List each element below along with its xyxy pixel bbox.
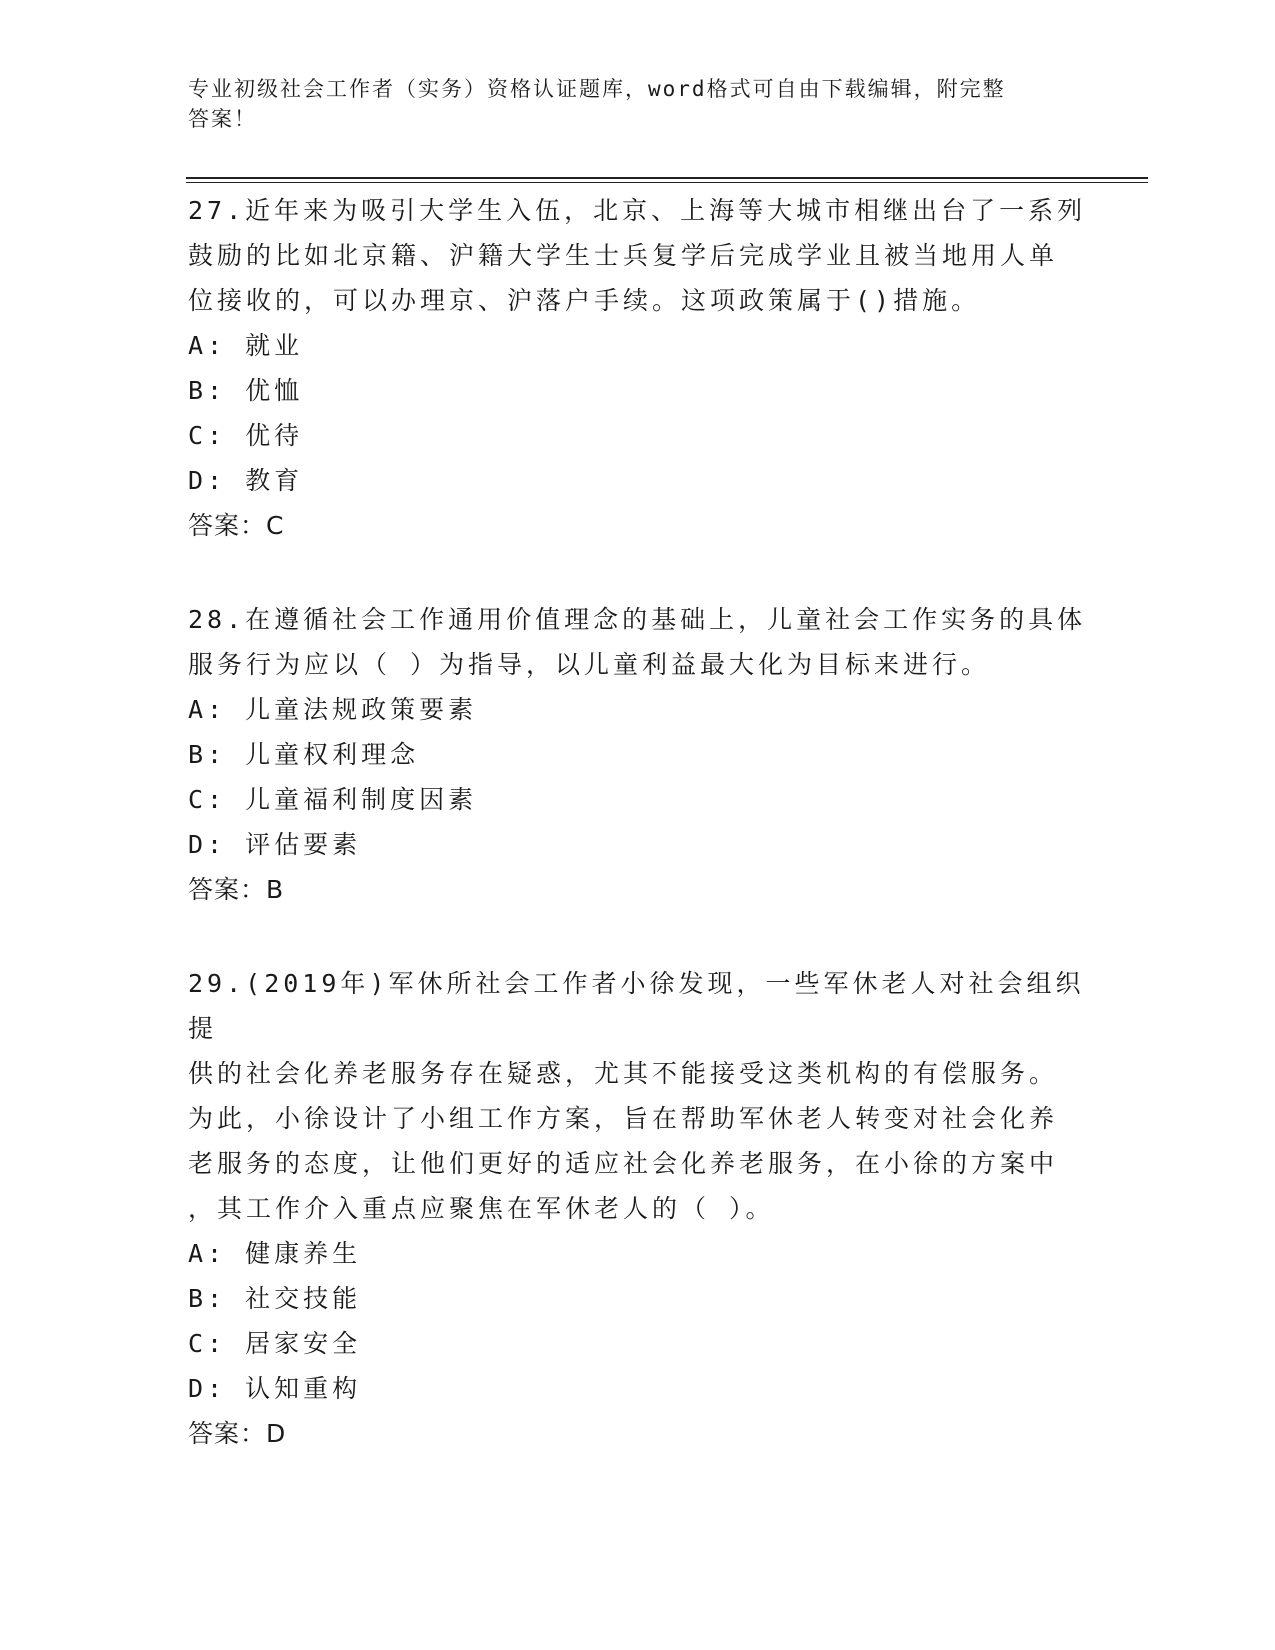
stem-line: 服务行为应以（ ）为指导，以儿童利益最大化为目标来进行。 <box>188 650 991 679</box>
answer-line: 答案：D <box>188 1419 287 1448</box>
answer-line: 答案：C <box>188 511 285 540</box>
option-a: A: 健康养生 <box>188 1239 362 1268</box>
option-d: D: 认知重构 <box>188 1374 362 1403</box>
option-d: D: 评估要素 <box>188 830 362 859</box>
header-title-line2: 答案！ <box>188 107 257 131</box>
option-b: B: 优恤 <box>188 376 304 405</box>
question-29 <box>188 961 1088 1456</box>
stem-line: 29.(2019年)军休所社会工作者小徐发现，一些军休老人对社会组织提 <box>188 969 1085 1043</box>
option-b: B: 社交技能 <box>188 1284 362 1313</box>
stem-line: 27.近年来为吸引大学生入伍，北京、上海等大城市相继出台了一系列 <box>188 196 1087 225</box>
stem-line: 老服务的态度，让他们更好的适应社会化养老服务，在小徐的方案中 <box>188 1149 1059 1178</box>
document-header <box>188 74 1068 134</box>
stem-line: 28.在遵循社会工作通用价值理念的基础上，儿童社会工作实务的具体 <box>188 605 1087 634</box>
header-divider-thick <box>186 177 1148 179</box>
stem-line: 供的社会化养老服务存在疑惑，尤其不能接受这类机构的有偿服务。 <box>188 1059 1059 1088</box>
stem-line: 位接收的，可以办理京、沪落户手续。这项政策属于()措施。 <box>188 286 981 315</box>
question-stem <box>188 188 1088 323</box>
question-28 <box>188 597 1088 912</box>
option-c: C: 居家安全 <box>188 1329 362 1358</box>
option-b: B: 儿童权利理念 <box>188 740 420 769</box>
option-d: D: 教育 <box>188 466 304 495</box>
stem-line: 为此，小徐设计了小组工作方案，旨在帮助军休老人转变对社会化养 <box>188 1104 1059 1133</box>
stem-line: 鼓励的比如北京籍、沪籍大学生士兵复学后完成学业且被当地用人单 <box>188 241 1059 270</box>
question-stem <box>188 961 1088 1231</box>
header-title-line1: 专业初级社会工作者（实务）资格认证题库，word格式可自由下载编辑，附完整 <box>188 77 1006 101</box>
option-c: C: 儿童福利制度因素 <box>188 785 478 814</box>
option-c: C: 优待 <box>188 421 304 450</box>
header-divider-thin <box>186 182 1148 183</box>
question-stem <box>188 597 1088 687</box>
option-a: A: 就业 <box>188 331 304 360</box>
question-27 <box>188 188 1088 548</box>
stem-line: ，其工作介入重点应聚焦在军休老人的（ ）。 <box>188 1194 775 1223</box>
option-a: A: 儿童法规政策要素 <box>188 695 478 724</box>
answer-line: 答案：B <box>188 875 285 904</box>
